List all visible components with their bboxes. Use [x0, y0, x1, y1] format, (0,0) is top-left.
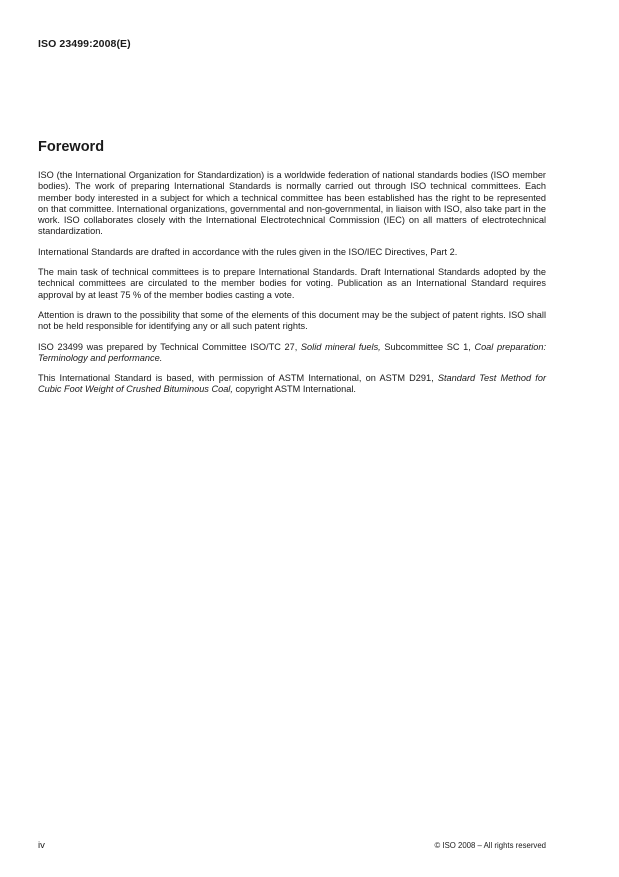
committee-title: Solid mineral fuels,	[300, 341, 381, 352]
paragraph-iso-intro: ISO (the International Organization for Standardization) is a worldwide federation of national standards bodies (ISO member bodies). The work of preparing International Standards is normally carried out through ISO technical committees. Each member body interested in a subject for which a technical committee has been established has the right to be represented on that committee. International organizations, governmental and non-governmental, in liaison with ISO, also take part in the work. ISO collaborates closely with the International Electrotechnical Commission (IEC) on all matters of electrotechnical standardization.	[38, 170, 546, 237]
document-id-header: ISO 23499:2008(E)	[38, 38, 131, 50]
subcommittee-text: Subcommittee SC 1,	[380, 341, 475, 352]
paragraph-committee-task: The main task of technical committees is to prepare International Standards. Draft International Standards adopted by the technical committees are circulated to the member bodies for voting. Publication as an International Standard requires approval by at least 75 % of the member bodies casting a vote.	[38, 267, 546, 300]
paragraph-patent-rights: Attention is drawn to the possibility that some of the elements of this document may be the subject of patent rights. ISO shall not be held responsible for identifying any or all such patent rights.	[38, 309, 546, 332]
paragraph-prepared-by	[38, 342, 546, 365]
prepared-by-text: ISO 23499 was prepared by Technical Committee ISO/TC 27,	[38, 341, 301, 352]
astm-standard-title: Standard Test Method for Cubic Foot Weight of Crushed Bituminous Coal,	[38, 373, 547, 395]
paragraph-directives: International Standards are drafted in accordance with the rules given in the ISO/IEC Directives, Part 2.	[38, 246, 458, 257]
subcommittee-title: Coal preparation: Terminology and performance.	[38, 341, 547, 363]
astm-copyright-text: copyright ASTM International.	[232, 384, 356, 395]
copyright-notice: © ISO 2008 – All rights reserved	[434, 841, 546, 850]
paragraph-astm-basis	[38, 373, 546, 396]
page-number: iv	[38, 840, 45, 851]
page-title: Foreword	[38, 139, 105, 155]
astm-intro-text: This International Standard is based, with permission of ASTM International, on ASTM D291,	[38, 373, 438, 384]
foreword-body	[38, 170, 546, 405]
